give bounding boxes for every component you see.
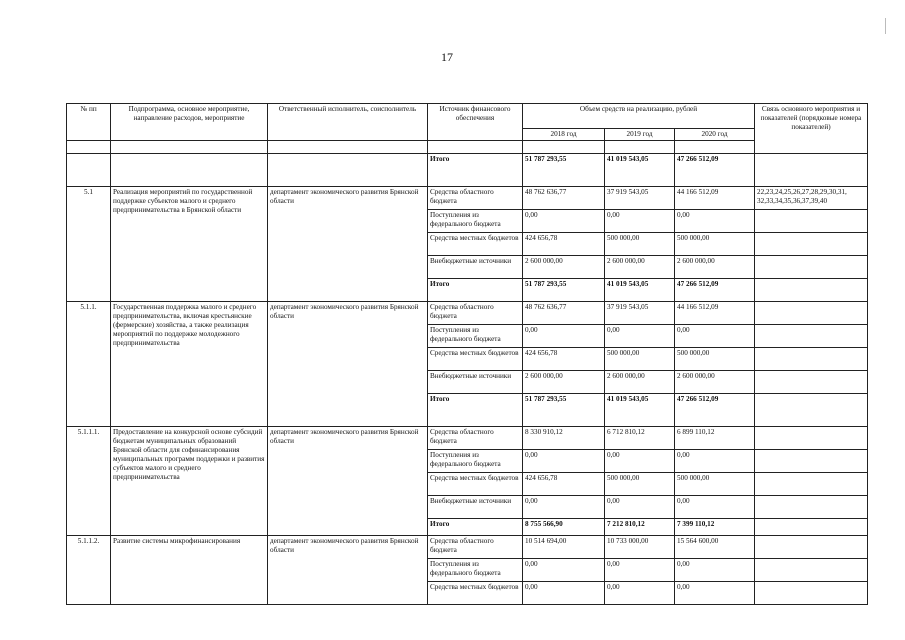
spacer-cell bbox=[428, 141, 523, 154]
value-2019: 37 919 543,05 bbox=[605, 302, 675, 325]
spacer-cell bbox=[268, 141, 428, 154]
margin-mark bbox=[885, 18, 886, 34]
value-2019: 37 919 543,05 bbox=[605, 187, 675, 210]
value-2020: 44 166 512,09 bbox=[675, 187, 755, 210]
program-name: Развитие системы микрофинансирования bbox=[111, 536, 268, 605]
total-2018: 8 755 566,90 bbox=[523, 519, 605, 536]
value-2019: 2 600 000,00 bbox=[605, 256, 675, 279]
page-number: 17 bbox=[441, 50, 453, 64]
empty-cell bbox=[268, 154, 428, 187]
indicator-links bbox=[755, 233, 868, 256]
value-2019: 500 000,00 bbox=[605, 348, 675, 371]
table-body bbox=[67, 104, 868, 605]
value-2019: 500 000,00 bbox=[605, 233, 675, 256]
value-2019: 0,00 bbox=[605, 210, 675, 233]
indicator-links bbox=[755, 348, 868, 371]
value-2018: 8 330 910,12 bbox=[523, 427, 605, 450]
value-2018: 0,00 bbox=[523, 582, 605, 605]
row-number: 5.1 bbox=[67, 187, 111, 302]
source-row bbox=[67, 536, 868, 559]
indicator-links bbox=[755, 302, 868, 325]
source-row bbox=[67, 427, 868, 450]
value-2018: 10 514 694,00 bbox=[523, 536, 605, 559]
value-2020: 44 166 512,09 bbox=[675, 302, 755, 325]
total-label: Итого bbox=[428, 154, 523, 187]
spacer-cell bbox=[67, 141, 111, 154]
value-2018: 48 762 636,77 bbox=[523, 187, 605, 210]
funding-source: Внебюджетные источники bbox=[428, 256, 523, 279]
value-2020: 0,00 bbox=[675, 582, 755, 605]
funding-source: Внебюджетные источники bbox=[428, 371, 523, 394]
funding-source: Средства областного бюджета bbox=[428, 187, 523, 210]
executor-name: департамент экономического развития Брянской области bbox=[268, 187, 428, 302]
funding-source: Средства местных бюджетов bbox=[428, 582, 523, 605]
total-label: Итого bbox=[428, 279, 523, 302]
total-2018: 51 787 293,55 bbox=[523, 394, 605, 427]
top-total-row bbox=[67, 154, 868, 187]
value-2020: 0,00 bbox=[675, 559, 755, 582]
funding-source: Поступления из федерального бюджета bbox=[428, 325, 523, 348]
funding-source: Средства областного бюджета bbox=[428, 536, 523, 559]
empty-cell bbox=[67, 154, 111, 187]
indicator-links bbox=[755, 519, 868, 536]
value-2020: 500 000,00 bbox=[675, 348, 755, 371]
total-2020: 7 399 110,12 bbox=[675, 519, 755, 536]
header-volume: Объем средств на реализацию, рублей bbox=[523, 104, 755, 129]
header-spacer-row bbox=[67, 141, 868, 154]
value-2020: 0,00 bbox=[675, 496, 755, 519]
value-2019: 0,00 bbox=[605, 496, 675, 519]
value-2018: 424 656,78 bbox=[523, 233, 605, 256]
total-2019: 41 019 543,05 bbox=[605, 394, 675, 427]
indicator-links bbox=[755, 582, 868, 605]
total-label: Итого bbox=[428, 519, 523, 536]
value-2020: 6 899 110,12 bbox=[675, 427, 755, 450]
row-number: 5.1.1.2. bbox=[67, 536, 111, 605]
executor-name: департамент экономического развития Брянской области bbox=[268, 427, 428, 536]
total-2019: 41 019 543,05 bbox=[605, 279, 675, 302]
total-2019: 41 019 543,05 bbox=[605, 154, 675, 187]
indicator-links bbox=[755, 279, 868, 302]
empty-cell bbox=[755, 154, 868, 187]
source-row bbox=[67, 187, 868, 210]
indicator-links bbox=[755, 473, 868, 496]
program-name: Предоставление на конкурсной основе субсидий бюджетам муниципальных образований Брянской области для софинансирования муниципальных программ поддержки и развития субъектов малого и среднего предпринимательства bbox=[111, 427, 268, 536]
funding-source: Средства местных бюджетов bbox=[428, 233, 523, 256]
value-2019: 0,00 bbox=[605, 325, 675, 348]
value-2020: 0,00 bbox=[675, 450, 755, 473]
indicator-links: 22,23,24,25,26,27,28,29,30,31, 32,33,34,35,36,37,39,40 bbox=[755, 187, 868, 210]
program-name: Реализация мероприятий по государственной поддержке субъектов малого и среднего предпринимательства в Брянской области bbox=[111, 187, 268, 302]
spacer-cell bbox=[523, 141, 605, 154]
total-2018: 51 787 293,55 bbox=[523, 154, 605, 187]
indicator-links bbox=[755, 536, 868, 559]
funding-source: Внебюджетные источники bbox=[428, 496, 523, 519]
value-2020: 2 600 000,00 bbox=[675, 256, 755, 279]
source-row bbox=[67, 302, 868, 325]
indicator-links bbox=[755, 427, 868, 450]
value-2020: 0,00 bbox=[675, 210, 755, 233]
value-2020: 0,00 bbox=[675, 325, 755, 348]
indicator-links bbox=[755, 496, 868, 519]
value-2018: 0,00 bbox=[523, 325, 605, 348]
value-2019: 0,00 bbox=[605, 450, 675, 473]
value-2018: 424 656,78 bbox=[523, 473, 605, 496]
total-2020: 47 266 512,09 bbox=[675, 154, 755, 187]
header-2020: 2020 год bbox=[675, 129, 755, 141]
row-number: 5.1.1. bbox=[67, 302, 111, 427]
row-number: 5.1.1.1. bbox=[67, 427, 111, 536]
value-2019: 2 600 000,00 bbox=[605, 371, 675, 394]
value-2018: 0,00 bbox=[523, 496, 605, 519]
header-executor: Ответственный исполнитель, соисполнитель bbox=[268, 104, 428, 141]
indicator-links bbox=[755, 210, 868, 233]
value-2018: 2 600 000,00 bbox=[523, 371, 605, 394]
spacer-cell bbox=[605, 141, 675, 154]
header-row bbox=[67, 104, 868, 129]
value-2019: 500 000,00 bbox=[605, 473, 675, 496]
value-2018: 48 762 636,77 bbox=[523, 302, 605, 325]
total-2020: 47 266 512,09 bbox=[675, 279, 755, 302]
value-2019: 0,00 bbox=[605, 582, 675, 605]
indicator-links bbox=[755, 394, 868, 427]
indicator-links bbox=[755, 371, 868, 394]
funding-source: Средства областного бюджета bbox=[428, 427, 523, 450]
value-2019: 0,00 bbox=[605, 559, 675, 582]
empty-cell bbox=[111, 154, 268, 187]
value-2020: 500 000,00 bbox=[675, 233, 755, 256]
header-source: Источник финансового обеспечения bbox=[428, 104, 523, 141]
funding-source: Поступления из федерального бюджета bbox=[428, 210, 523, 233]
indicator-links bbox=[755, 450, 868, 473]
header-2019: 2019 год bbox=[605, 129, 675, 141]
funding-source: Поступления из федерального бюджета bbox=[428, 450, 523, 473]
header-program: Подпрограмма, основное мероприятие, направление расходов, мероприятие bbox=[111, 104, 268, 141]
program-name: Государственная поддержка малого и среднего предпринимательства, включая крестьянские (фермерские) хозяйства, а также реализация мероприятий по поддержке молодежного предпринимательства bbox=[111, 302, 268, 427]
indicator-links bbox=[755, 325, 868, 348]
value-2018: 2 600 000,00 bbox=[523, 256, 605, 279]
funding-source: Поступления из федерального бюджета bbox=[428, 559, 523, 582]
funding-source: Средства областного бюджета bbox=[428, 302, 523, 325]
total-2018: 51 787 293,55 bbox=[523, 279, 605, 302]
executor-name: департамент экономического развития Брянской области bbox=[268, 302, 428, 427]
value-2019: 10 733 000,00 bbox=[605, 536, 675, 559]
budget-table bbox=[66, 103, 868, 605]
value-2019: 6 712 810,12 bbox=[605, 427, 675, 450]
value-2020: 15 564 600,00 bbox=[675, 536, 755, 559]
spacer-cell bbox=[111, 141, 268, 154]
value-2018: 0,00 bbox=[523, 210, 605, 233]
total-2020: 47 266 512,09 bbox=[675, 394, 755, 427]
value-2020: 500 000,00 bbox=[675, 473, 755, 496]
header-num: № пп bbox=[67, 104, 111, 141]
indicator-links bbox=[755, 559, 868, 582]
header-2018: 2018 год bbox=[523, 129, 605, 141]
total-2019: 7 212 810,12 bbox=[605, 519, 675, 536]
indicator-links bbox=[755, 256, 868, 279]
funding-source: Средства местных бюджетов bbox=[428, 473, 523, 496]
funding-source: Средства местных бюджетов bbox=[428, 348, 523, 371]
value-2018: 0,00 bbox=[523, 450, 605, 473]
value-2018: 0,00 bbox=[523, 559, 605, 582]
value-2020: 2 600 000,00 bbox=[675, 371, 755, 394]
value-2018: 424 656,78 bbox=[523, 348, 605, 371]
spacer-cell bbox=[675, 141, 755, 154]
header-link: Связь основного мероприятия и показателей (порядковые номера показателей) bbox=[755, 104, 868, 154]
total-label: Итого bbox=[428, 394, 523, 427]
executor-name: департамент экономического развития Брянской области bbox=[268, 536, 428, 605]
